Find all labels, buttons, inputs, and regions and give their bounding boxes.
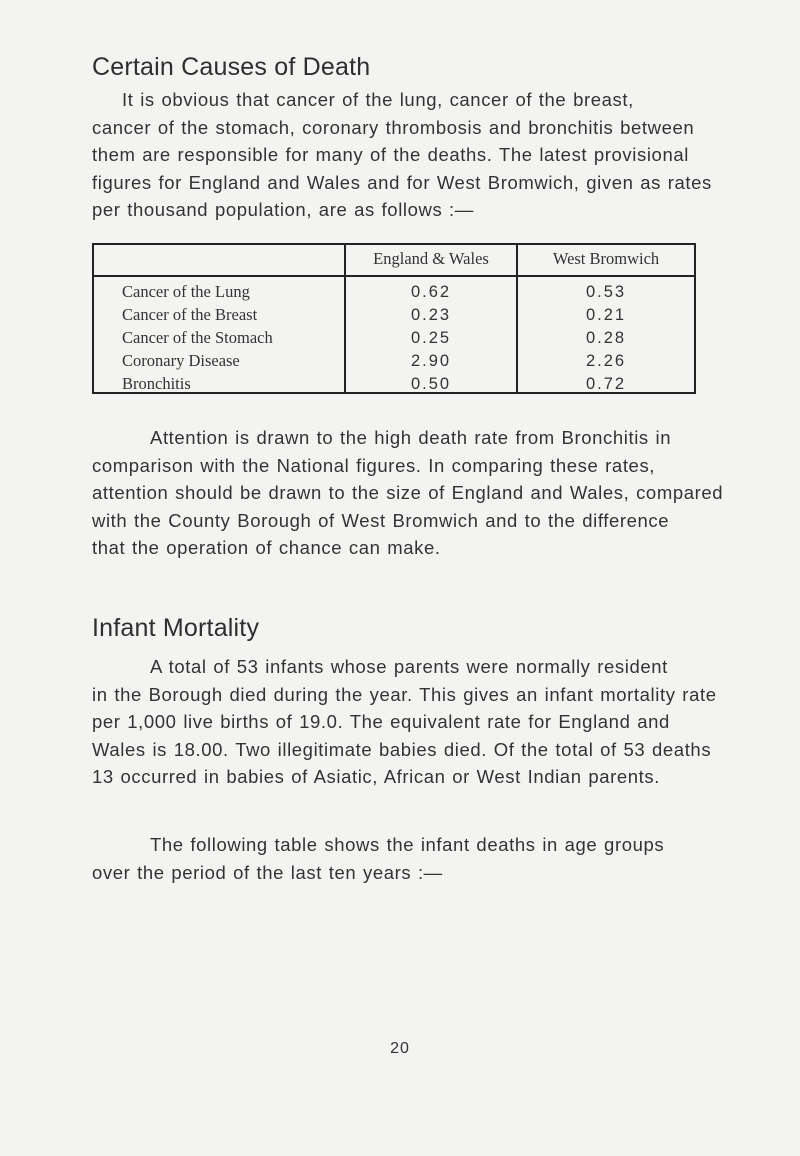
column-header-west-bromwich: West Bromwich	[552, 249, 660, 268]
attention-line-4: with the County Borough of West Bromwich and to the difference	[92, 509, 670, 531]
cell-england-wales: 0.62	[410, 283, 452, 301]
infant-line-3: per 1,000 live births of 19.0. The equivalent rate for England and	[92, 711, 670, 733]
attention-line-5: that the operation of chance can make.	[92, 537, 441, 559]
cell-england-wales: 2.90	[410, 352, 452, 370]
infant-paragraph	[92, 653, 717, 791]
intro-line-5: per thousand population, are as follows :—	[92, 199, 474, 221]
row-label: Bronchitis	[122, 374, 191, 393]
cell-west-bromwich: 0.21	[585, 306, 627, 324]
cell-england-wales: 0.50	[410, 375, 452, 393]
row-label: Cancer of the Stomach	[122, 328, 273, 347]
infant-line-1: A total of 53 infants whose parents were normally resident	[150, 656, 668, 677]
row-label: Coronary Disease	[122, 351, 240, 370]
attention-line-2: comparison with the National figures. In comparing these rates,	[92, 454, 656, 476]
row-label: Cancer of the Lung	[122, 282, 250, 301]
age-groups-paragraph	[92, 831, 712, 886]
page-number: 20	[390, 1040, 410, 1057]
cell-west-bromwich: 0.28	[585, 329, 627, 347]
cell-west-bromwich: 0.53	[585, 283, 627, 301]
cell-west-bromwich: 2.26	[585, 352, 627, 370]
age-groups-line-1: The following table shows the infant deaths in age groups	[150, 834, 665, 855]
intro-line-4: figures for England and Wales and for West Bromwich, given as rates	[92, 171, 712, 193]
intro-line-2: cancer of the stomach, coronary thrombosis and bronchitis between	[92, 116, 695, 138]
cell-england-wales: 0.23	[410, 306, 452, 324]
infant-line-2: in the Borough died during the year. This gives an infant mortality rate	[92, 683, 717, 705]
column-header-england-wales: England & Wales	[373, 249, 489, 268]
attention-line-1: Attention is drawn to the high death rate from Bronchitis in	[150, 427, 672, 448]
infant-line-4: Wales is 18.00. Two illegitimate babies died. Of the total of 53 deaths	[92, 738, 712, 760]
death-rates-table	[92, 243, 696, 394]
infant-line-5: 13 occurred in babies of Asiatic, African or West Indian parents.	[92, 766, 660, 788]
cell-england-wales: 0.25	[410, 329, 452, 347]
table-header-divider	[94, 275, 694, 277]
intro-line-1: It is obvious that cancer of the lung, cancer of the breast,	[122, 89, 634, 110]
intro-paragraph	[92, 86, 712, 224]
section-heading-causes: Certain Causes of Death	[92, 53, 371, 81]
attention-line-3: attention should be drawn to the size of England and Wales, compared	[92, 482, 724, 504]
intro-line-3: them are responsible for many of the deaths. The latest provisional	[92, 144, 689, 166]
row-label: Cancer of the Breast	[122, 305, 258, 324]
age-groups-line-2: over the period of the last ten years :—	[92, 861, 443, 883]
cell-west-bromwich: 0.72	[585, 375, 627, 393]
section-heading-infant: Infant Mortality	[92, 614, 260, 642]
attention-paragraph	[92, 424, 724, 562]
